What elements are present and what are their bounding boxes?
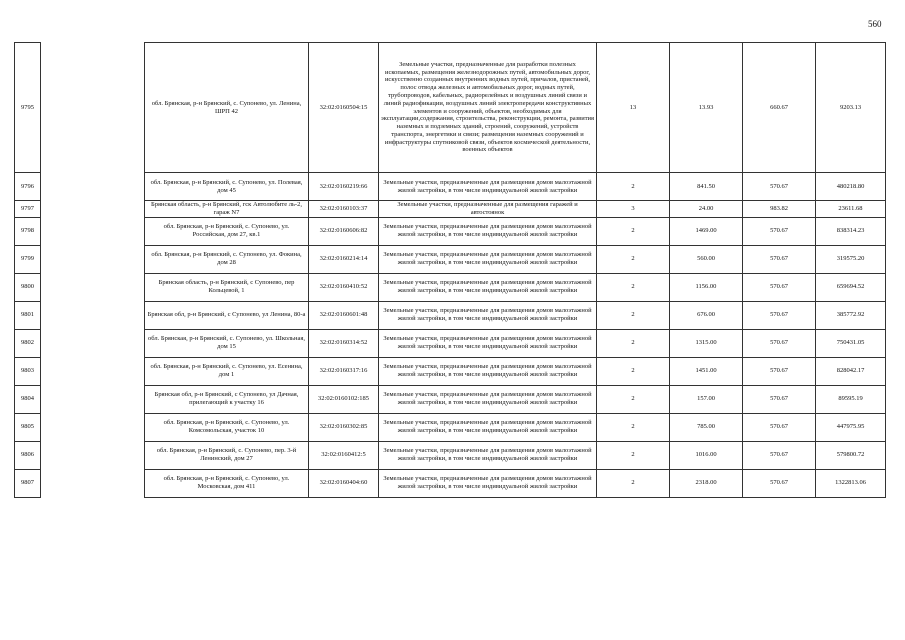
rate-cell: 660.67 [743, 43, 816, 173]
cadastral-number-cell: 32:02:0160606:82 [309, 217, 379, 245]
cadastral-value-cell: 838314.23 [816, 217, 886, 245]
page-number: 560 [868, 19, 882, 29]
area-cell: 1469.00 [670, 217, 743, 245]
land-use-cell: Земельные участки, предназначенные для разработки полезных ископаемых, размещения железнодорожных путей, автомобильных дорог, искусственно созданных внутренних водных путей, причалов, пристаней, полос отвода железных и автомобильных дорог, водных путей, трубопроводов, кабельных, радиорелейных и воздушных линий связи и линий радиофикации, воздушных линий электропередачи конструктивных элементов и сооружений, объектов, необходимых для эксплуатации,содержания, строительства, реконструкции, ремонта, развития наземных и подземных зданий, строений, сооружений, устройств транспорта, энергетики и связи; размещения наземных сооружений и инфраструктуры спутниковой связи, объектов космической деятельности, военных объектов [379, 43, 597, 173]
address-cell: обл. Брянская, р-н Брянский, с. Супонево, ул. Российская, дом 27, кв.1 [145, 217, 309, 245]
land-use-cell: Земельные участки, предназначенные для размещения домов малоэтажной жилой застройки, в том числе индивидуальной жилой застройки [379, 413, 597, 441]
cadastral-value-cell: 385772.92 [816, 301, 886, 329]
table-row [15, 385, 886, 413]
row-number-cell: 9798 [15, 217, 41, 245]
group-cell: 2 [597, 329, 670, 357]
spacer-cell [41, 357, 145, 385]
group-cell: 2 [597, 301, 670, 329]
rate-cell: 570.67 [743, 385, 816, 413]
address-cell: обл. Брянская, р-н Брянский, с. Супонево, ул. Московская, дом 411 [145, 469, 309, 497]
table-row [15, 273, 886, 301]
area-cell: 785.00 [670, 413, 743, 441]
group-cell: 2 [597, 273, 670, 301]
cadastral-number-cell: 32:02:0160214:14 [309, 245, 379, 273]
row-number-cell: 9807 [15, 469, 41, 497]
row-number-cell: 9802 [15, 329, 41, 357]
area-cell: 841.50 [670, 173, 743, 201]
row-number-cell: 9804 [15, 385, 41, 413]
table-row [15, 245, 886, 273]
rate-cell: 570.67 [743, 173, 816, 201]
table-row [15, 413, 886, 441]
cadastral-value-cell: 1322813.06 [816, 469, 886, 497]
row-number-cell: 9795 [15, 43, 41, 173]
land-use-cell: Земельные участки, предназначенные для размещения домов малоэтажной жилой застройки, в том числе индивидуальной жилой застройки [379, 441, 597, 469]
rate-cell: 570.67 [743, 301, 816, 329]
land-use-cell: Земельные участки, предназначенные для размещения домов малоэтажной жилой застройки, в том числе индивидуальной жилой застройки [379, 357, 597, 385]
address-cell: Брянская область, р-н Брянский, с Супонево, пер Кольцевой, 1 [145, 273, 309, 301]
group-cell: 2 [597, 469, 670, 497]
spacer-cell [41, 469, 145, 497]
land-use-cell: Земельные участки, предназначенные для размещения домов малоэтажной жилой застройки, в том числе индивидуальной жилой застройки [379, 385, 597, 413]
cadastral-number-cell: 32:02:0160219:66 [309, 173, 379, 201]
rate-cell: 570.67 [743, 357, 816, 385]
address-cell: обл. Брянская, р-н Брянский, с. Супонево, ул. Комсомольская, участок 10 [145, 413, 309, 441]
table-row [15, 441, 886, 469]
cadastral-value-cell: 750431.05 [816, 329, 886, 357]
spacer-cell [41, 245, 145, 273]
area-cell: 676.00 [670, 301, 743, 329]
rate-cell: 570.67 [743, 413, 816, 441]
area-cell: 560.00 [670, 245, 743, 273]
rate-cell: 570.67 [743, 329, 816, 357]
row-number-cell: 9800 [15, 273, 41, 301]
group-cell: 3 [597, 201, 670, 218]
table-row [15, 217, 886, 245]
land-use-cell: Земельные участки, предназначенные для размещения домов малоэтажной жилой застройки, в том числе индивидуальной жилой застройки [379, 245, 597, 273]
area-cell: 1016.00 [670, 441, 743, 469]
address-cell: обл. Брянская, р-н Брянский, с. Супонево, ул. Есенина, дом 1 [145, 357, 309, 385]
address-cell: обл. Брянская, р-н Брянский, с. Супонево, ул. Ленина, ШРП 42 [145, 43, 309, 173]
spacer-cell [41, 413, 145, 441]
address-cell: обл. Брянская, р-н Брянский, с. Супонево, пер. 3-й Ленинский, дом 27 [145, 441, 309, 469]
land-use-cell: Земельные участки, предназначенные для размещения домов малоэтажной жилой застройки, в том числе индивидуальной жилой застройки [379, 329, 597, 357]
address-cell: Брянская область, р-н Брянский, гск Автолюбите ль-2, гараж N7 [145, 201, 309, 218]
group-cell: 2 [597, 385, 670, 413]
cadastral-value-cell: 480218.80 [816, 173, 886, 201]
cadastral-value-cell: 447975.95 [816, 413, 886, 441]
area-cell: 1451.00 [670, 357, 743, 385]
row-number-cell: 9801 [15, 301, 41, 329]
table-row [15, 201, 886, 218]
cadastral-value-cell: 319575.20 [816, 245, 886, 273]
spacer-cell [41, 217, 145, 245]
cadastral-value-cell: 579800.72 [816, 441, 886, 469]
group-cell: 2 [597, 217, 670, 245]
rate-cell: 570.67 [743, 441, 816, 469]
spacer-cell [41, 329, 145, 357]
cadastral-value-cell: 828042.17 [816, 357, 886, 385]
cadastral-number-cell: 32:02:0160504:15 [309, 43, 379, 173]
address-cell: обл. Брянская, р-н Брянский, с. Супонево, ул. Полевая, дом 45 [145, 173, 309, 201]
table-row [15, 329, 886, 357]
address-cell: обл. Брянская, р-н Брянский, с. Супонево, ул. Школьная, дом 15 [145, 329, 309, 357]
rate-cell: 570.67 [743, 217, 816, 245]
address-cell: Брянская обл, р-н Брянский, с Супонево, ул Дачная, прилегающий к участку 16 [145, 385, 309, 413]
cadastral-number-cell: 32:02:0160314:52 [309, 329, 379, 357]
spacer-cell [41, 441, 145, 469]
spacer-cell [41, 201, 145, 218]
group-cell: 2 [597, 357, 670, 385]
cadastral-value-cell: 89595.19 [816, 385, 886, 413]
table-row [15, 173, 886, 201]
cadastral-number-cell: 32:02:0160410:52 [309, 273, 379, 301]
address-cell: обл. Брянская, р-н Брянский, с. Супонево, ул. Фокина, дом 28 [145, 245, 309, 273]
land-use-cell: Земельные участки, предназначенные для размещения домов малоэтажной жилой застройки, в том числе индивидуальной жилой застройки [379, 469, 597, 497]
land-use-cell: Земельные участки, предназначенные для размещения домов малоэтажной жилой застройки, в том числе индивидуальной жилой застройки [379, 273, 597, 301]
row-number-cell: 9797 [15, 201, 41, 218]
rate-cell: 570.67 [743, 469, 816, 497]
cadastral-number-cell: 32:02:0160412:5 [309, 441, 379, 469]
spacer-cell [41, 385, 145, 413]
spacer-cell [41, 273, 145, 301]
land-use-cell: Земельные участки, предназначенные для размещения домов малоэтажной жилой застройки, в том числе индивидуальной жилой застройки [379, 301, 597, 329]
group-cell: 2 [597, 173, 670, 201]
row-number-cell: 9796 [15, 173, 41, 201]
cadastral-number-cell: 32:02:0160404:60 [309, 469, 379, 497]
cadastral-value-cell: 659694.52 [816, 273, 886, 301]
row-number-cell: 9806 [15, 441, 41, 469]
rate-cell: 983.82 [743, 201, 816, 218]
area-cell: 13.93 [670, 43, 743, 173]
row-number-cell: 9805 [15, 413, 41, 441]
cadastral-number-cell: 32:02:0160103:37 [309, 201, 379, 218]
cadastral-number-cell: 32:02:0160102:185 [309, 385, 379, 413]
spacer-cell [41, 173, 145, 201]
area-cell: 1156.00 [670, 273, 743, 301]
land-use-cell: Земельные участки, предназначенные для размещения домов малоэтажной жилой застройки, в том числе индивидуальной жилой застройки [379, 217, 597, 245]
table-row [15, 301, 886, 329]
area-cell: 1315.00 [670, 329, 743, 357]
group-cell: 2 [597, 441, 670, 469]
group-cell: 2 [597, 245, 670, 273]
area-cell: 24.00 [670, 201, 743, 218]
area-cell: 157.00 [670, 385, 743, 413]
cadastral-value-table [14, 42, 886, 498]
spacer-cell [41, 43, 145, 173]
area-cell: 2318.00 [670, 469, 743, 497]
spacer-cell [41, 301, 145, 329]
address-cell: Брянская обл, р-н Брянский, с Супонево, ул Ленина, 80-а [145, 301, 309, 329]
rate-cell: 570.67 [743, 273, 816, 301]
table-row [15, 469, 886, 497]
table-row [15, 357, 886, 385]
cadastral-number-cell: 32:02:0160317:16 [309, 357, 379, 385]
land-use-cell: Земельные участки, предназначенные для размещения домов малоэтажной жилой застройки, в том числе индивидуальной жилой застройки [379, 173, 597, 201]
row-number-cell: 9803 [15, 357, 41, 385]
cadastral-value-cell: 9203.13 [816, 43, 886, 173]
rate-cell: 570.67 [743, 245, 816, 273]
group-cell: 13 [597, 43, 670, 173]
cadastral-value-cell: 23611.68 [816, 201, 886, 218]
table-row [15, 43, 886, 173]
cadastral-number-cell: 32:02:0160601:48 [309, 301, 379, 329]
group-cell: 2 [597, 413, 670, 441]
cadastral-number-cell: 32:02:0160302:85 [309, 413, 379, 441]
land-use-cell: Земельные участки, предназначенные для размещения гаражей и автостоянок [379, 201, 597, 218]
row-number-cell: 9799 [15, 245, 41, 273]
